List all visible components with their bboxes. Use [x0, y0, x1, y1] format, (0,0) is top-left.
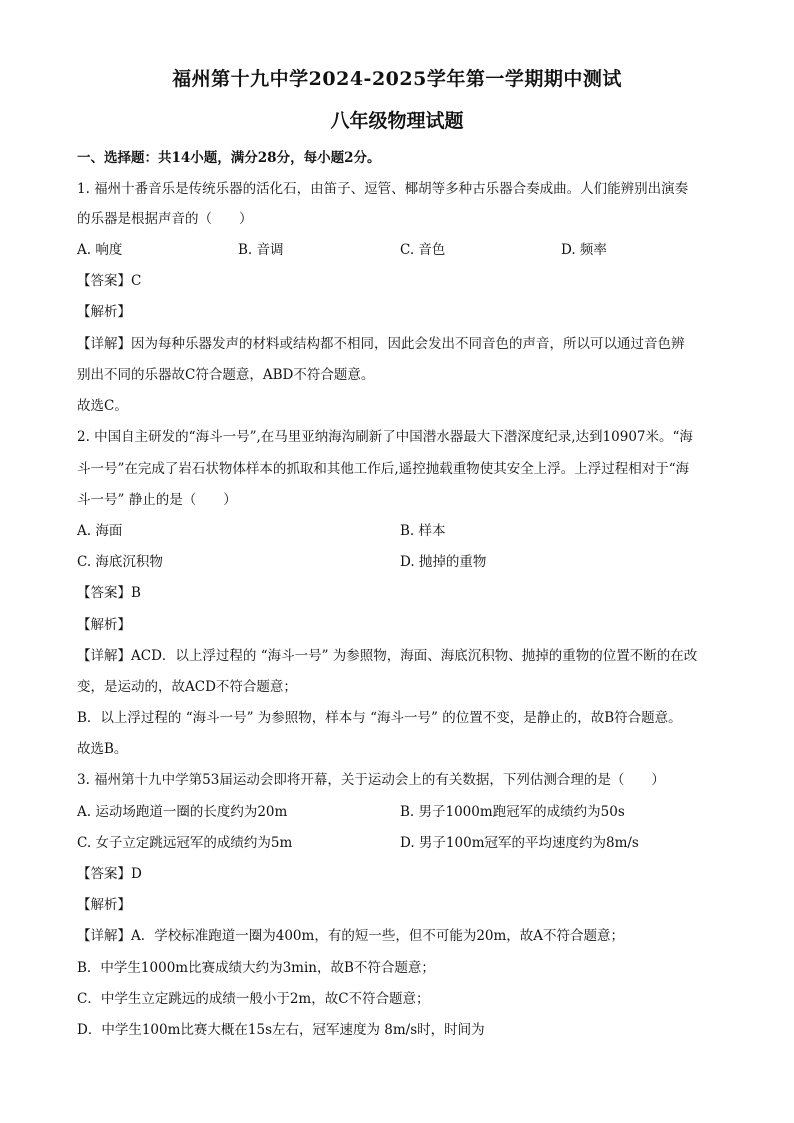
q3-option-d: D. 男子100m冠军的平均速度约为8m/s: [400, 835, 639, 851]
q1-stem-line2: 的乐器是根据声音的（ ）: [77, 211, 253, 227]
q2-analysis-label: 【解析】: [77, 617, 131, 633]
q3-detail-line3: C．中学生立定跳远的成绩一般小于2m，故C不符合题意；: [77, 991, 430, 1007]
q1-conclusion: 故选C。: [77, 398, 128, 414]
q2-conclusion: 故选B。: [77, 741, 128, 757]
q3-analysis-label: 【解析】: [77, 897, 131, 913]
q2-option-a: A. 海面: [77, 523, 123, 539]
q2-option-b: B. 样本: [400, 523, 446, 539]
q3-option-c: C. 女子立定跳远冠军的成绩约为5m: [77, 835, 293, 851]
q1-detail-line1: 【详解】因为每种乐器发声的材料或结构都不相同，因此会发出不同音色的声音，所以可以通过音色辨: [77, 336, 685, 352]
q1-option-c: C. 音色: [400, 242, 446, 258]
q2-detail-line2: 变，是运动的，故ACD不符合题意；: [77, 679, 297, 695]
q1-answer: 【答案】C: [77, 273, 142, 289]
section-heading: 一、选择题：共14小题，满分28分，每小题2分。: [77, 150, 381, 166]
q2-stem-line3: 斗一号” 静止的是（ ）: [77, 492, 237, 508]
q3-detail-line1: 【详解】A．学校标准跑道一圈为400m，有的短一些，但不可能为20m，故A不符合题意；: [77, 928, 625, 944]
q1-option-a: A. 响度: [77, 242, 123, 258]
q1-option-d: D. 频率: [561, 242, 607, 258]
q2-answer: 【答案】B: [77, 585, 141, 601]
q2-detail-line3: B．以上浮过程的 “海斗一号” 为参照物，样本与 “海斗一号” 的位置不变，是静止的，故B符合题意。: [77, 710, 682, 726]
q3-stem-line1: 3. 福州第十九中学第53届运动会即将开幕，关于运动会上的有关数据，下列估测合理的是（ ）: [77, 772, 665, 788]
q3-option-b: B. 男子1000m跑冠军的成绩约为50s: [400, 804, 625, 820]
q2-detail-line1: 【详解】ACD．以上浮过程的 “海斗一号” 为参照物，海面、海底沉积物、抛掉的重物的位置不断的在改: [77, 648, 698, 664]
q1-detail-line2: 别出不同的乐器故C符合题意，ABD不符合题意。: [77, 367, 375, 383]
q1-option-b: B. 音调: [238, 242, 284, 258]
q3-answer: 【答案】D: [77, 866, 142, 882]
q2-stem-line2: 斗一号”在完成了岩石状物体样本的抓取和其他工作后,遥控抛载重物使其安全上浮。上浮过程相对于“海: [77, 461, 690, 477]
q1-stem-line1: 1. 福州十番音乐是传统乐器的活化石，由笛子、逗管、椰胡等多种古乐器合奏成曲。人们能辨别出演奏: [77, 181, 689, 197]
q3-option-a: A. 运动场跑道一圈的长度约为20m: [77, 804, 288, 820]
q2-option-d: D. 抛掉的重物: [400, 554, 487, 570]
page-title: 福州第十九中学2024-2025学年第一学期期中测试: [172, 68, 622, 90]
q3-detail-line2: B．中学生1000m比赛成绩大约为3min，故B不符合题意；: [77, 960, 435, 976]
q1-analysis-label: 【解析】: [77, 304, 131, 320]
q2-stem-line1: 2. 中国自主研发的“海斗一号”,在马里亚纳海沟刷新了中国潜水器最大下潜深度纪录,达到10907米。“海: [77, 429, 693, 445]
q3-detail-line4: D．中学生100m比赛大概在15s左右，冠军速度为 8m/s时，时间为: [77, 1022, 485, 1038]
page-subtitle: 八年级物理试题: [330, 110, 464, 132]
q2-option-c: C. 海底沉积物: [77, 554, 163, 570]
